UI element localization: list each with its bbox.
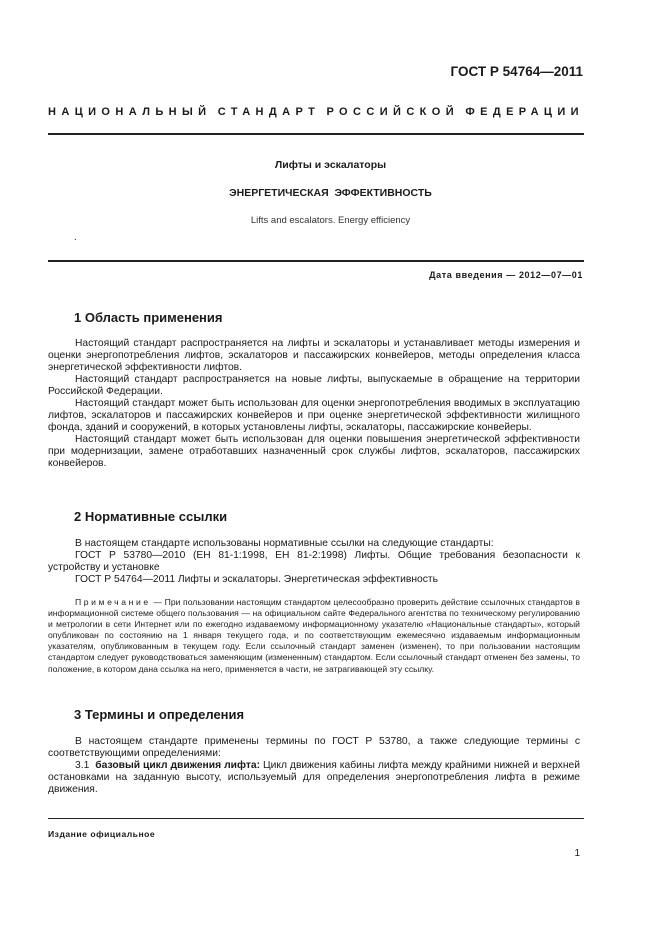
reference-item: ГОСТ Р 54764—2011 Лифты и эскалаторы. Энергетическая эффективность [75, 574, 438, 585]
section-title-terms: 3 Термины и определения [74, 707, 245, 722]
note-paragraph [48, 597, 580, 675]
terms-text [48, 736, 580, 796]
section-title-references: 2 Нормативные ссылки [74, 509, 228, 524]
term-definition [48, 760, 580, 796]
stray-dot: . [74, 232, 77, 243]
page-number: 1 [574, 848, 580, 859]
paragraph: Настоящий стандарт может быть использован для оценки энергопотребления вводимых в эксплуатацию лифтов, эскалаторов и пассажирских конвейеров и при оценке энергетической эффективности жилищного фонда, зданий и сооружений, в которых установлены лифты, эскалаторы, пассажирские конвейеры. [48, 398, 580, 433]
reference-item: ГОСТ Р 53780—2010 (ЕН 81-1:1998, ЕН 81-2:1998) Лифты. Общие требования безопасности к устройству и установке [48, 550, 580, 573]
banner-word: НАЦИОНАЛЬНЫЙ [48, 106, 212, 118]
term-number: 3.1 [75, 760, 90, 771]
banner-word: РОССИЙСКОЙ [326, 106, 460, 118]
document-title: Лифты и эскалаторы [274, 159, 387, 171]
title-divider [48, 260, 584, 262]
document-title-upper: ЭНЕРГЕТИЧЕСКАЯ ЭФФЕКТИВНОСТЬ [229, 187, 432, 199]
paragraph: Настоящий стандарт распространяется на новые лифты, выпускаемые в обращение на территории Российской Федерации. [48, 374, 580, 397]
scope-text [48, 338, 580, 470]
paragraph: Настоящий стандарт распространяется на лифты и эскалаторы и устанавливает методы измерения и оценки энергопотребления лифтов, эскалаторов и пассажирских конвейеров, методы определения класса энергетической эффективности лифтов. [48, 338, 580, 373]
document-title-english: Lifts and escalators. Energy efficiency [250, 215, 411, 226]
references-note [48, 597, 580, 675]
section-title-scope: 1 Область применения [74, 310, 223, 325]
national-standard-banner [48, 106, 584, 118]
banner-word: ФЕДЕРАЦИИ [465, 106, 584, 118]
note-label: Примечание [75, 597, 151, 607]
paragraph: В настоящем стандарте использованы нормативные ссылки на следующие стандарты: [75, 538, 494, 549]
footer-divider [48, 818, 584, 819]
header-divider [48, 133, 584, 135]
term-definition-text: Цикл движения кабины лифта между крайними нижней и верхней остановками на заданную высоту, используемый для определения энергопотребления лифта в режиме движения. [48, 760, 580, 795]
banner-word: СТАНДАРТ [217, 106, 321, 118]
term-name: базовый цикл движения лифта: [95, 760, 261, 771]
paragraph: Настоящий стандарт может быть использован для оценки повышения энергетической эффективности при модернизации, замене отработавших назначенный срок службы лифтов, эскалаторов, пассажирских конвейеров. [48, 434, 580, 469]
paragraph: В настоящем стандарте применены термины по ГОСТ Р 53780, а также следующие термины с соответствующими определениями: [48, 736, 580, 759]
edition-label: Издание официальное [48, 829, 156, 839]
introduction-date: Дата введения — 2012—07—01 [429, 270, 583, 280]
references-text [48, 538, 580, 586]
note-text: — При пользовании настоящим стандартом целесообразно проверить действие ссылочных стандартов в информационной системе общего пользования — на официальном сайте Федерального агентства по техническому регулированию и метрологии в сети Интернет или по ежегодно издаваемому информационному указателю «Национальные стандарты», который опубликован по состоянию на 1 января текущего года, и по соответствующим ежемесячно издаваемым информационным указателям, опубликованным в текущем году. Если ссылочный стандарт заменен (изменен), то при пользовании настоящим стандартом следует руководствоваться заменяющим (измененным) стандартом. Если ссылочный стандарт отменен без замены, то положение, в котором дана ссылка на него, применяется в части, не затрагивающей эту ссылку. [48, 597, 580, 674]
document-code: ГОСТ Р 54764—2011 [450, 64, 583, 79]
